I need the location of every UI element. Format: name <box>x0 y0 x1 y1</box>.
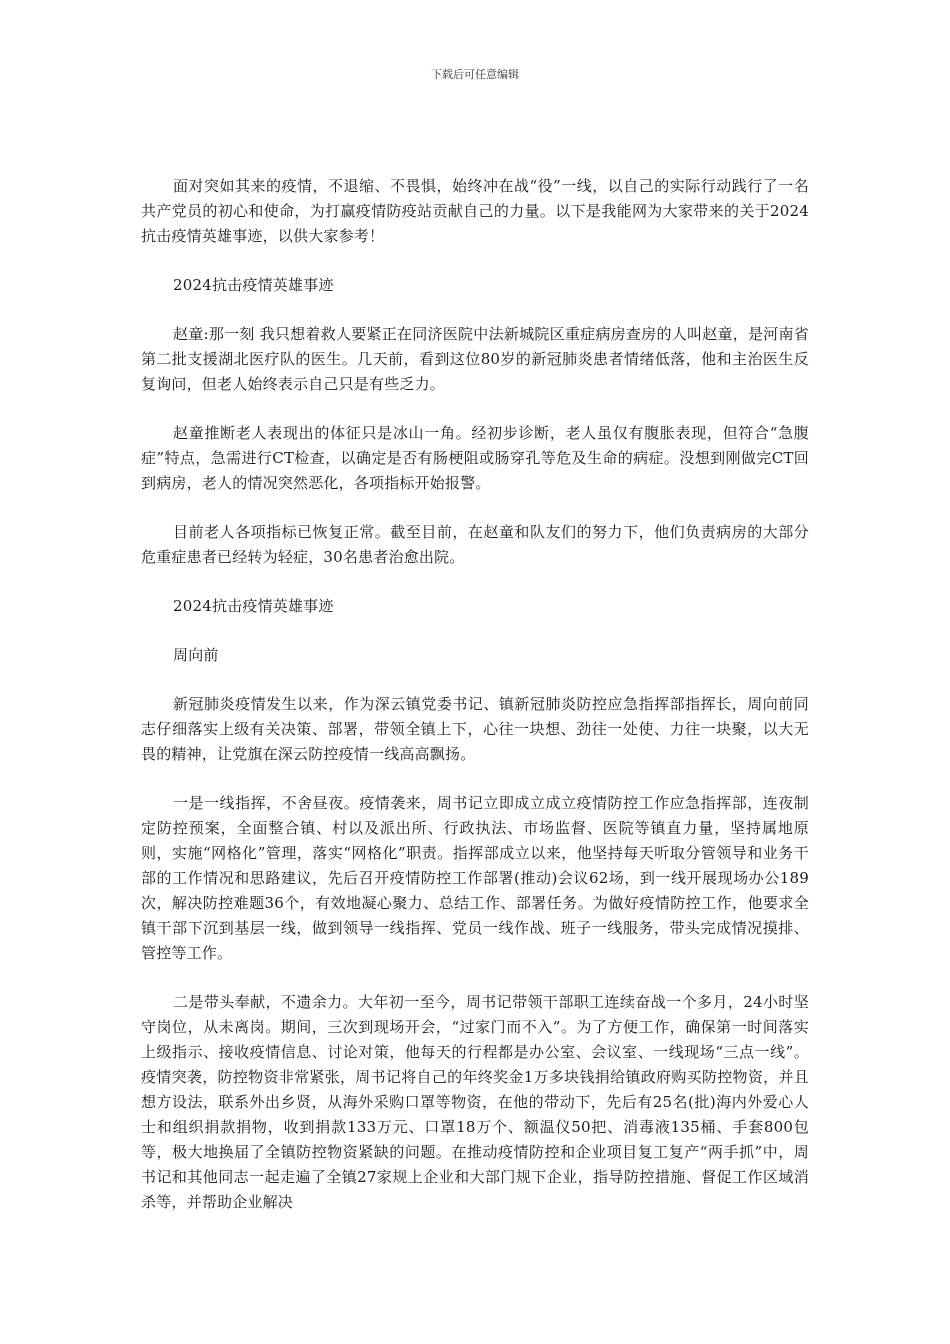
body-paragraph: 新冠肺炎疫情发生以来，作为深云镇党委书记、镇新冠肺炎防控应急指挥部指挥长，周向前同志仔细落实上级有关决策、部署，带领全镇上下，心往一块想、劲往一处使、力往一块聚，以大无畏的精神，让党旗在深云防控疫情一线高高飘扬。 <box>141 695 809 763</box>
person-name-heading: 周向前 <box>173 646 219 664</box>
body-paragraph: 赵童:那一刻 我只想着救人要紧正在同济医院中法新城院区重症病房查房的人叫赵童，是河南省第二批支援湖北医疗队的医生。几天前，看到这位80岁的新冠肺炎患者情绪低落，他和主治医生反复询问，但老人始终表示自己只是有些乏力。 <box>141 325 809 393</box>
body-paragraph: 赵童推断老人表现出的体征只是冰山一角。经初步诊断，老人虽仅有腹胀表现，但符合“急腹症”特点，急需进行CT检查，以确定是否有肠梗阻或肠穿孔等危及生命的病症。没想到刚做完CT回到病房，老人的情况突然恶化，各项指标开始报警。 <box>141 424 809 492</box>
section-heading: 2024抗击疫情英雄事迹 <box>173 276 334 294</box>
document-body <box>141 174 809 1239</box>
body-paragraph: 一是一线指挥，不舍昼夜。疫情袭来，周书记立即成立成立疫情防控工作应急指挥部，连夜制定防控预案，全面整合镇、村以及派出所、行政执法、市场监督、医院等镇直力量，坚持属地原则，实施“网格化”管理，落实“网格化”职责。指挥部成立以来，他坚持每天听取分管领导和业务干部的工作情况和思路建议，先后召开疫情防控工作部署(推动)会议62场，到一线开展现场办公189次，解决防控难题36个，有效地凝心聚力、总结工作、部署任务。为做好疫情防控工作，他要求全镇干部下沉到基层一线，做到领导一线指挥、党员一线作战、班子一线服务，带头完成情况摸排、管控等工作。 <box>141 794 809 962</box>
body-paragraph: 二是带头奉献，不遗余力。大年初一至今，周书记带领干部职工连续奋战一个多月，24小时坚守岗位，从未离岗。期间，三次到现场开会，“过家门而不入”。为了方便工作，确保第一时间落实上级指示、接收疫情信息、讨论对策，他每天的行程都是办公室、会议室、一线现场“三点一线”。疫情突袭，防控物资非常紧张，周书记将自己的年终奖金1万多块钱捐给镇政府购买防控物资，并且想方设法，联系外出乡贤，从海外采购口罩等物资，在他的带动下，先后有25名(批)海内外爱心人士和组织捐款捐物，收到捐款133万元、口罩18万个、额温仪50把、消毒液135桶、手套800包等，极大地换届了全镇防控物资紧缺的问题。在推动疫情防控和企业项目复工复产“两手抓”中，周书记和其他同志一起走遍了全镇27家规上企业和大部门规下企业，指导防控措施、督促工作区域消杀等，并帮助企业解决 <box>141 993 809 1211</box>
body-paragraph: 目前老人各项指标已恢复正常。截至目前，在赵童和队友们的努力下，他们负责病房的大部分危重症患者已经转为轻症，30名患者治愈出院。 <box>141 523 809 566</box>
page-header-note: 下载后可任意编辑 <box>431 68 519 81</box>
section-heading: 2024抗击疫情英雄事迹 <box>173 597 334 615</box>
intro-paragraph: 面对突如其来的疫情，不退缩、不畏惧，始终冲在战“役”一线，以自己的实际行动践行了一名共产党员的初心和使命，为打赢疫情防疫站贡献自己的力量。以下是我能网为大家带来的关于2024抗击疫情英雄事迹，以供大家参考！ <box>141 177 809 245</box>
